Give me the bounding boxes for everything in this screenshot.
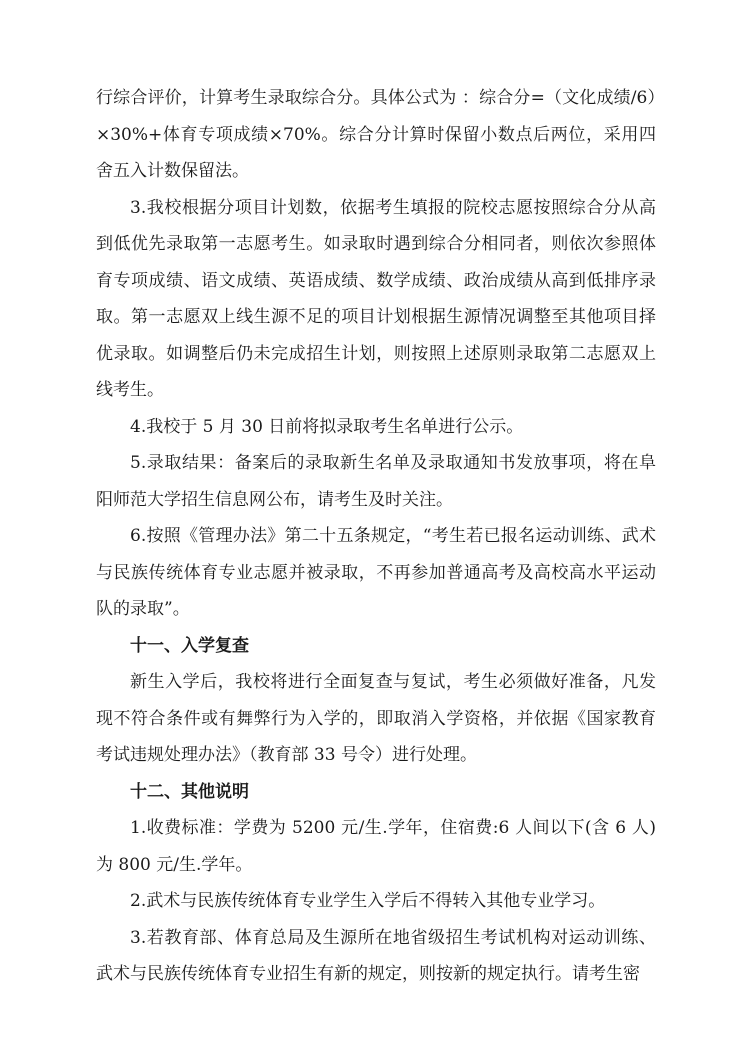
paragraph-transfer-rule: 2.武术与民族传统体育专业学生入学后不得转入其他专业学习。 xyxy=(130,891,606,911)
section-heading-other-notes: 十二、其他说明 xyxy=(130,781,249,802)
paragraph-formula: 行综合评价，计算考生录取综合分。具体公式为 ：综合分=（文化成绩/6）×30%+体育专项成绩×70%。综合分计算时保留小数点后两位，采用四舍五入计数保留法。 xyxy=(96,88,656,181)
section-heading-enrollment-review: 十一、入学复查 xyxy=(130,635,249,656)
paragraph-admission-rule-3: 3.我校根据分项目计划数，依据考生填报的院校志愿按照综合分从高到低优先录取第一志愿考生。如录取时遇到综合分相同者，则依次参照体育专项成绩、语文成绩、英语成绩、数学成绩、政治成绩从高到低排序录取。第一志愿双上线生源不足的项目计划根据生源情况调整至其他项目择优录取。如调整后仍未完成招生计划，则按照上述原则录取第二志愿双上线考生。 xyxy=(96,197,656,400)
document-page xyxy=(96,80,656,993)
paragraph-admission-rule-5: 5.录取结果：备案后的录取新生名单及录取通知书发放事项，将在阜阳师范大学招生信息网公布，请考生及时关注。 xyxy=(96,453,656,510)
paragraph-admission-rule-4: 4.我校于 5 月 30 日前将拟录取考生名单进行公示。 xyxy=(130,416,524,437)
paragraph-fees: 1.收费标准：学费为 5200 元/生.学年，住宿费:6 人间以下(含 6 人)为 800 元/生.学年。 xyxy=(96,818,656,875)
paragraph-enrollment-review: 新生入学后，我校将进行全面复查与复试，考生必须做好准备，凡发现不符合条件或有舞弊行为入学的，即取消入学资格，并依据《国家教育考试违规处理办法》（教育部 33 号令）进行处理。 xyxy=(96,672,656,765)
paragraph-admission-rule-6: 6.按照《管理办法》第二十五条规定，“考生若已报名运动训练、武术与民族传统体育专业志愿并被录取，不再参加普通高考及高校高水平运动队的录取”。 xyxy=(96,526,656,619)
paragraph-new-regulations: 3.若教育部、体育总局及生源所在地省级招生考试机构对运动训练、武术与民族传统体育专业招生有新的规定，则按新的规定执行。请考生密 xyxy=(96,927,656,984)
